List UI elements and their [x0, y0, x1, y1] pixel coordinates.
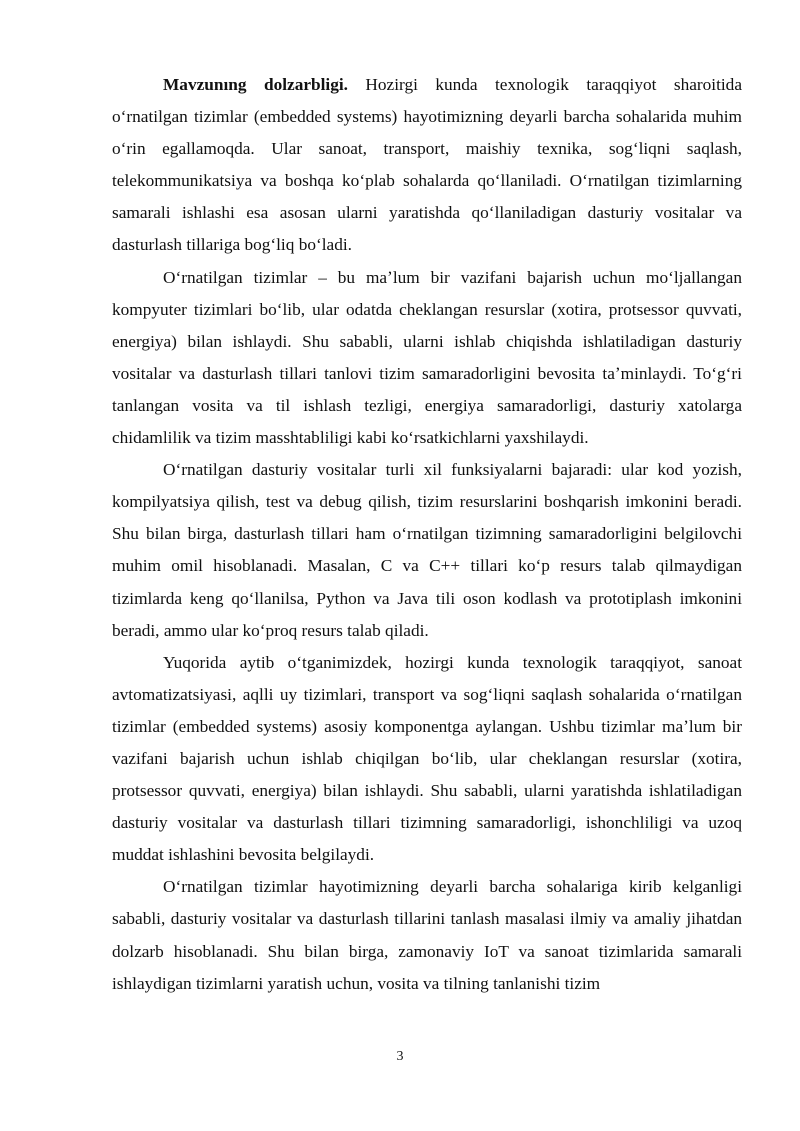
paragraph: Oʻrnatilgan tizimlar – bu maʼlum bir vazifani bajarish uchun moʻljallangan kompyuter tizimlari boʻlib, ular odatda cheklangan resurslar (xotira, protsessor quvvati, energiya) bilan ishlaydi. Shu sababli, ularni ishlab chiqishda ishlatiladigan dasturiy vositalar va dasturlash tillari tanlovi tizim samaradorligini bevosita taʼminlaydi. Toʻgʻri tanlangan vosita va til ishlash tezligi, energiya samaradorligi, dasturiy xatolarga chidamlilik va tizim masshtabliligi kabi koʻrsatkichlarni yaxshilaydi. [112, 267, 742, 448]
paragraph: Oʻrnatilgan tizimlar hayotimizning deyarli barcha sohalariga kirib kelganligi sababli, dasturiy vositalar va dasturlash tillarini tanlash masalasi ilmiy va amaliy jihatdan dolzarb hisoblanadi. Shu bilan birga, zamonaviy IoT va sanoat tizimlarida samarali ishlaydigan tizimlarni yaratish uchun, vosita va tilning tanlanishi tizim [112, 877, 742, 993]
paragraph: Yuqorida aytib oʻtganimizdek, hozirgi kunda texnologik taraqqiyot, sanoat avtomatizatsiyasi, aqlli uy tizimlari, transport va sogʻliqni saqlash sohalarida oʻrnatilgan tizimlar (embedded systems) asosiy komponentga aylangan. Ushbu tizimlar maʼlum bir vazifani bajarish uchun ishlab chiqilgan boʻlib, ular cheklangan resurslar (xotira, protsessor quvvati, energiya) bilan ishlaydi. Shu sababli, ularni yaratishda ishlatiladigan dasturiy vositalar va dasturlash tillari tizimning samaradorligi, ishonchliligi va uzoq muddat ishlashini bevosita belgilaydi. [112, 652, 742, 865]
paragraph-text: Hozirgi kunda texnologik taraqqiyot sharoitida oʻrnatilgan tizimlar (embedded systems) hayotimizning deyarli barcha sohalarida muhim oʻrin egallamoqda. Ular sanoat, transport, maishiy texnika, sogʻliqni saqlash, telekommunikatsiya va boshqa koʻplab sohalarda qoʻllaniladi. Oʻrnatilgan tizimlarning samarali ishlashi esa asosan ularni yaratishda qoʻllaniladigan dasturiy vositalar va dasturlash tillariga bogʻliq boʻladi. [112, 75, 742, 255]
section-heading: Mavzunıng dolzarbligi. [163, 75, 348, 94]
page-number: 3 [396, 1049, 404, 1064]
paragraph [112, 69, 742, 262]
body-text [112, 69, 742, 1000]
paragraph: Oʻrnatilgan dasturiy vositalar turli xil funksiyalarni bajaradi: ular kod yozish, kompilyatsiya qilish, test va debug qilish, tizim resurslarini boshqarish imkonini beradi. Shu bilan birga, dasturlash tillari ham oʻrnatilgan tizimning samaradorligini belgilovchi muhim omil hisoblanadi. Masalan, C va C++ tillari koʻp resurs talab qilmaydigan tizimlarda keng qoʻllanilsa, Python va Java tili oson kodlash va prototiplash imkonini beradi, ammo ular koʻproq resurs talab qiladi. [112, 460, 742, 640]
